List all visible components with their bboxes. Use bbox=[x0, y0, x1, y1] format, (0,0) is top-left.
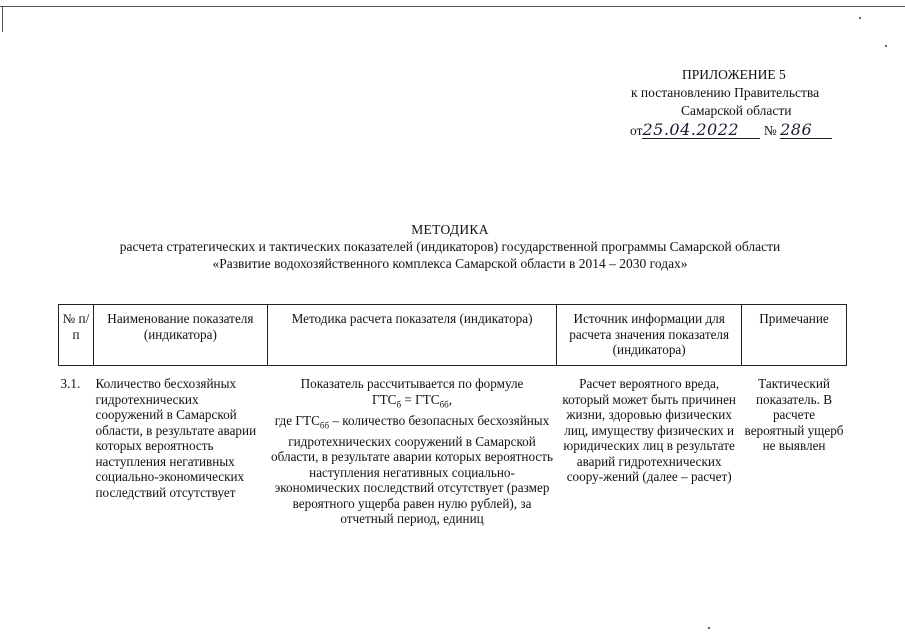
scan-speck bbox=[885, 45, 887, 47]
formula-rhs-sub: бб bbox=[439, 399, 449, 410]
document-subtitle-line1: расчета стратегических и тактических показателей (индикаторов) государственной программы Самарской области bbox=[119, 239, 781, 254]
scan-speck bbox=[859, 17, 861, 19]
table-header-row bbox=[59, 305, 847, 366]
header-source: Источник информации для расчета значения показателя (индикатора) bbox=[557, 305, 742, 366]
document-title-block bbox=[40, 221, 860, 272]
row-source: Расчет вероятного вреда, который может быть причинен жизни, здоровью физических лиц, имуществу физических и юридических лиц в результате аварий гидротехнических соору-жений (далее – расчет) bbox=[562, 376, 736, 484]
page-edge-top bbox=[0, 6, 905, 7]
methodics-table bbox=[58, 304, 847, 527]
appendix-region: Самарской области bbox=[681, 103, 792, 118]
header-note: Примечание bbox=[742, 305, 847, 366]
where-text: – количество безопасных бесхозяйных гидротехнических сооружений в Самарской области, в результате аварии которых вероятность наступления негативных социально-экономических последствий отсутствует (размер вероятного ущерба равен нулю рублей), за отчетный период, единиц bbox=[271, 412, 554, 527]
row-num: 3.1. bbox=[60, 376, 81, 391]
from-label: от bbox=[630, 123, 643, 138]
formula-equals: = bbox=[401, 391, 416, 407]
header-num: № п/п bbox=[59, 305, 94, 366]
row-note: Тактический показатель. В расчете вероятный ущерб не выявлен bbox=[744, 376, 844, 453]
method-formula bbox=[269, 392, 555, 413]
scan-speck bbox=[708, 627, 710, 629]
page-edge-left bbox=[2, 6, 3, 32]
table-row bbox=[59, 366, 847, 527]
header-method: Методика расчета показателя (индикатора) bbox=[267, 305, 557, 366]
document-subtitle-line2: «Развитие водохозяйственного комплекса Самарской области в 2014 – 2030 годах» bbox=[212, 256, 688, 271]
handwritten-date: 25.04.2022 bbox=[642, 121, 760, 139]
appendix-date-number bbox=[620, 121, 860, 140]
formula-lhs-sub: б bbox=[396, 399, 402, 410]
appendix-resolution: к постановлению Правительства bbox=[631, 85, 820, 100]
method-intro: Показатель рассчитывается по формуле bbox=[300, 376, 524, 391]
formula-rhs: ГТС bbox=[415, 391, 440, 407]
formula-lhs: ГТС bbox=[372, 391, 397, 407]
appendix-stamp bbox=[620, 66, 860, 140]
header-name: Наименование показателя (индикатора) bbox=[93, 305, 267, 366]
method-where bbox=[269, 413, 555, 527]
where-prefix: где ГТС bbox=[274, 412, 320, 428]
document-heading: МЕТОДИКА bbox=[411, 222, 489, 237]
appendix-title: ПРИЛОЖЕНИЕ 5 bbox=[682, 67, 786, 82]
number-label: № bbox=[763, 123, 777, 138]
handwritten-number: 286 bbox=[780, 121, 832, 139]
row-method bbox=[267, 366, 557, 527]
formula-tail: , bbox=[448, 391, 453, 407]
where-sub: бб bbox=[319, 420, 330, 431]
row-indicator-name: Количество бесхозяйных гидротехнических сооружений в Самарской области, в результате аварии которых вероятность наступления негативных социально-экономических последствий отсутствует bbox=[95, 376, 257, 500]
